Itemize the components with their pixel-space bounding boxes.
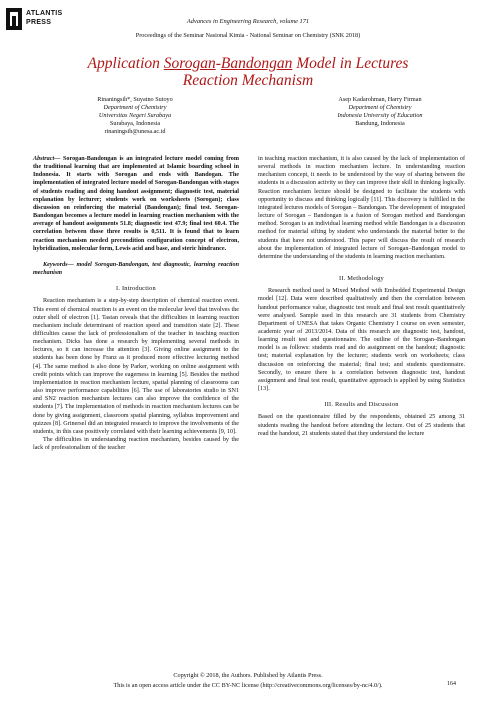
license-notice: This is an open access article under the CC BY-NC license (http://creativecommons.org/licenses/by-nc/4.0/).	[113, 682, 383, 689]
results-paragraph-1: Based on the questionnaire filled by the respondents, obtained 25 among 31 students reading the handout before attending the lecture. Out of 25 students that read the handout, 21 students stated that they understand the lecture	[258, 414, 465, 437]
left-column	[33, 155, 239, 452]
logo-text-line2: PRESS	[26, 19, 52, 26]
author-city: Bandung, Indonesia	[355, 120, 405, 128]
author-department: Department of Chemistry	[348, 104, 412, 112]
title-part1: Application	[87, 55, 164, 72]
author-names: Rinaningsih*, Suyatno Sutoyo	[97, 96, 173, 103]
paper-title	[20, 55, 476, 89]
title-line2: Reaction Mechanism	[182, 72, 314, 89]
section-heading-methodology: II. Methodology	[339, 275, 384, 283]
title-part2: Model in Lectures	[292, 55, 409, 72]
intro-paragraph-2: The difficulties in understanding reaction mechanism, besides caused by the lack of professionalism of the teacher	[33, 437, 239, 452]
logo-text-line1: ATLANTIS	[26, 10, 63, 17]
author-email: rinaningsih@unesa.ac.id	[104, 128, 166, 136]
author-department: Department of Chemistry	[103, 104, 167, 112]
title-sorogan: Sorogan	[163, 55, 216, 72]
keywords-label: Keywords—	[43, 261, 74, 268]
keywords	[33, 261, 239, 277]
title-bandongan: Bandongan	[220, 55, 293, 72]
author-university: Indonesia University of Education	[337, 112, 423, 120]
abstract-text: Sorogan-Bandongan is an integrated lecture model coming from the traditional learning that are implemented at Islamic boarding school in Indonesia. It starts with Sorogan and ends with Bandogan. The implementation of integrated lecture model of Sorogan-Bandongan with stages of students reading and doing handout assignment; diagnostic test, material explanation by lecturer; students work on worksheets (Sorogan); class discussion on reinforcing the material (Bandongan); final test. Sorogan-Bandongan becomes a lecture model in learning reaction mechanism with the average of handout assignments 51.8; diagnostic test 47.9; final test 60.4. The correlation between those three results is 0,511. It is found that to learn reaction mechanism needed precondition configuration concept of electron, hybridization, molecular form, Lewis acid and base, and steric hindrance.	[33, 156, 239, 252]
keywords-text: model Sorogan-Bandongan, test diagnostic, learning reaction mechanism	[33, 261, 239, 277]
intro-paragraph-1: Reaction mechanism is a step-by-step description of chemical reaction event. This event of chemical reaction is an event on the molecular level that involves the outer shell of electron [1]. Tastan reveals that the difficulties in learning reaction mechanism include determinant of reaction speed and transition state [2]. These difficulties cause the lack of professionalism of the teacher in teaching reaction mechanism. Dicks has done a research by implementing several methods in lectures, so it can increase the attention [3]. Giving online assignment to the students has been done by Franz as it produced more effective lecturing method [4]. The same method is also done by Parker, working on online assignment with credit points which can improve the eagerness in learning [5]. Besides the method implementation in reaction mechanism lecture, spatial planning of classrooms can also improve performance capabilities [6]. The use of laboratories studio in SN1 and SN2 reaction mechanism lectures can also improve the confidence of the students [7]. The implementation of methods in reaction mechanism lectures can be done by giving assignment, classroom spatial planning, syllabus improvement and quizzes [8]. Grinersel did an integrated research to improve the involvements of the students, in this case positively correlated with their learning achievements [9, 10].	[33, 298, 239, 435]
title-dash: -	[215, 55, 221, 72]
right-column	[258, 155, 465, 438]
journal-header: Advances in Engineering Research, volume 171	[186, 18, 310, 25]
section-heading-results: III. Results and Discussion	[324, 401, 399, 409]
abstract	[33, 155, 239, 253]
copyright-notice: Copyright © 2018, the Authors. Published by Atlantis Press.	[173, 672, 323, 679]
abstract-dash: —	[54, 156, 63, 162]
author-block-left	[40, 96, 230, 136]
intro-continuation: in teaching reaction mechanism, it is also caused by the lack of implementation of several methods in reaction mechanism lecture. In understanding reaction mechanism concept, it needs to be understood by the way of sharing between the students in a discussion activity so they can improve their skill in thinking logically. Reaction mechanism lecture should be designed to facilitate the students with opportunity to discuss and thinking logically [11]. This discovery is fulfilled in the integrated lectures models of Sorogan – Bandongan. The development of integrated lecture of Sorogan – Bandongan is a fusion of Sorogan method and Bandongan method. Sorogan is an individual learning method while Bandongan is a discussion method for material sifting by student who understands the material better to the students that have not understood. This paper will discuss the result of research about the implementation of integrated lecture of Sorogan–Bandongan model to determine the understanding of the students in learning reaction mechanism.	[258, 156, 465, 260]
method-paragraph-1: Research method used is Mixed Method with Embedded Experimental Design model [12]. Data were described qualitatively and then the correlation between handout performance value, diagnostic test result and final test result quantitatively were analysed. Sample used in this research are 31 students from Chemistry Department of UNESA that takes Organic Chemistry I course on even semester, academic year of 2013/2014. Data of this research are diagnostic test, handout, learning result test and questionnaire. The outline of the Sorogan–Bandongan model is as follows: students read and do assignment on the handout; diagnostic test; material explanation by the lecturer; students work on worksheets; class discussion on reinforcing the material; final test; and students questionnaire. Secondly, to ensure there is a correlation between diagnostic test, handout assignment and final test result, quantitative approach is applied by using Statistics [13].	[258, 288, 465, 393]
page-number: 164	[447, 681, 456, 687]
author-block-right	[300, 96, 460, 128]
author-names: Asep Kadarohman, Harry Firman	[338, 96, 422, 103]
section-heading-introduction: I. Introduction	[116, 285, 156, 293]
author-city: Surabaya, Indonesia	[109, 120, 161, 128]
author-university: Universitas Negeri Surabaya	[98, 112, 172, 120]
abstract-label: Abstract	[33, 156, 55, 162]
proceedings-header: Proceedings of the Seminar Nasional Kimia - National Seminar on Chemistry (SNK 2018)	[135, 32, 361, 39]
